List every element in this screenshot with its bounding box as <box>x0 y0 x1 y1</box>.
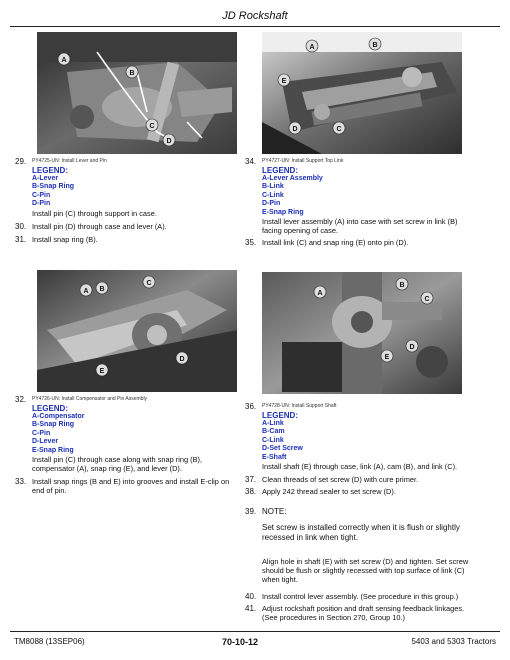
callout-C: C <box>146 280 152 287</box>
step-40 <box>245 592 475 601</box>
step-number: 33. <box>15 477 27 486</box>
callout-B: B <box>372 42 378 49</box>
photo-install-support-top-link <box>262 32 462 154</box>
step-number: 40. <box>245 592 257 601</box>
photo-install-support-shaft <box>262 272 462 394</box>
callout-D: D <box>292 126 298 133</box>
legend-item: A-Lever Assembly <box>262 175 323 182</box>
figure-caption: PY4727-UN: Install Support Top Link <box>262 158 344 164</box>
callout-A: A <box>83 288 89 295</box>
step-33 <box>15 477 240 495</box>
legend-title: LEGEND: <box>32 166 68 175</box>
legend-item: B-Snap Ring <box>32 183 74 191</box>
photo-install-lever-and-pin <box>37 32 237 154</box>
step-29 <box>15 157 240 218</box>
step-number: 32. <box>15 395 27 404</box>
step-text: Align hole in shaft (E) with set screw (D) and tighten. Set screw should be flush or slightly recessed with top surface of link (C) when tight. <box>262 557 469 584</box>
callout-E: E <box>281 78 287 85</box>
callout-D: D <box>409 344 415 351</box>
footer-page-number: 70-10-12 <box>222 637 259 647</box>
step-text: Apply 242 thread sealer to set screw (D). <box>262 487 396 496</box>
step-number: 34. <box>245 157 257 166</box>
step-37 <box>245 475 475 484</box>
note-text: Set screw is installed correctly when it is flush or slightly recessed in link when tight. <box>262 523 460 542</box>
callout-E: E <box>99 368 105 375</box>
step-41 <box>245 604 475 622</box>
step-text: Install pin (C) through support in case. <box>32 208 157 218</box>
step-31 <box>15 235 240 244</box>
footer-manual-id: TM8088 (13SEP06) <box>14 637 85 646</box>
callout-C: C <box>336 126 342 133</box>
legend-item: C-Pin <box>32 191 51 199</box>
figure-caption: PY4726-UN: Install Compensator and Pin Assembly <box>32 396 148 402</box>
callout-A: A <box>61 57 67 64</box>
callout-D: D <box>179 356 185 363</box>
step-39 <box>245 507 475 584</box>
legend-title: LEGEND: <box>262 166 298 175</box>
step-34 <box>245 157 475 235</box>
photo-install-compensator <box>37 270 237 392</box>
callout-C: C <box>424 296 430 303</box>
step-text: Clean threads of set screw (D) with cure primer. <box>262 475 419 484</box>
figure-caption: PY4725-UN: Install Lever and Pin <box>32 158 107 164</box>
note-label: NOTE: <box>262 507 287 516</box>
step-text: Adjust rockshaft position and draft sensing feedback linkages. (See procedures in Section 270, Group 10.) <box>262 604 465 622</box>
step-number: 35. <box>245 238 257 247</box>
legend-item: A-Compensator <box>32 413 85 420</box>
step-text: Install pin (D) through case and lever (A). <box>32 222 167 231</box>
legend-item: E-Snap Ring <box>32 446 74 454</box>
footer-model: 5403 and 5303 Tractors <box>411 637 496 646</box>
callout-A: A <box>317 290 323 297</box>
callout-B: B <box>99 286 105 293</box>
step-text: Install control lever assembly. (See procedure in this group.) <box>262 592 459 601</box>
legend-title: LEGEND: <box>32 404 68 413</box>
step-number: 31. <box>15 235 27 244</box>
step-text: Install shaft (E) through case, link (A), cam (B), and link (C). <box>262 462 458 472</box>
step-text: Install link (C) and snap ring (E) onto pin (D). <box>262 238 409 247</box>
callout-A: A <box>309 44 315 51</box>
page-header: JD Rockshaft <box>222 10 288 22</box>
step-number: 29. <box>15 157 27 166</box>
step-number: 38. <box>245 487 257 496</box>
legend-item: B-Link <box>262 183 284 191</box>
step-35 <box>245 238 475 247</box>
footer-rule <box>10 631 500 632</box>
step-32 <box>15 395 240 473</box>
figure-caption: PY4728-UN: Install Support Shaft <box>262 403 337 409</box>
callout-B: B <box>399 282 405 289</box>
legend-item: C-Link <box>262 436 284 444</box>
legend-item: C-Pin <box>32 429 51 437</box>
legend-item: C-Link <box>262 191 284 199</box>
legend-item: B-Cam <box>262 428 285 436</box>
header-rule <box>10 26 500 27</box>
legend-item: A-Lever <box>32 175 59 182</box>
callout-B: B <box>129 70 135 77</box>
legend-item: E-Shaft <box>262 453 287 461</box>
step-text: Install pin (C) through case along with snap ring (B), compensator (A), snap ring (E), and lever (D). <box>32 455 203 474</box>
legend-item: A-Link <box>262 420 284 427</box>
legend-item: B-Snap Ring <box>32 421 74 429</box>
step-number: 41. <box>245 604 257 613</box>
callout-C: C <box>149 123 155 130</box>
legend-title: LEGEND: <box>262 411 298 420</box>
step-number: 36. <box>245 402 257 411</box>
step-36 <box>245 402 475 471</box>
legend-item: D-Pin <box>262 200 281 208</box>
step-number: 37. <box>245 475 257 484</box>
step-30 <box>15 222 240 231</box>
legend-item: D-Lever <box>32 438 59 446</box>
step-text: Install snap rings (B and E) into grooves and install E-clip on end of pin. <box>32 477 230 495</box>
legend-item: E-Snap Ring <box>262 208 304 216</box>
callout-label <box>58 53 70 65</box>
legend-item: D-Pin <box>32 200 51 208</box>
step-38 <box>245 487 475 496</box>
legend-item: D-Set Screw <box>262 445 303 453</box>
step-number: 39. <box>245 507 257 516</box>
callout-E: E <box>384 354 390 361</box>
step-number: 30. <box>15 222 27 231</box>
step-text: Install lever assembly (A) into case with set screw in link (B) facing opening of case. <box>262 217 458 236</box>
callout-D: D <box>166 138 172 145</box>
step-text: Install snap ring (B). <box>32 235 98 244</box>
